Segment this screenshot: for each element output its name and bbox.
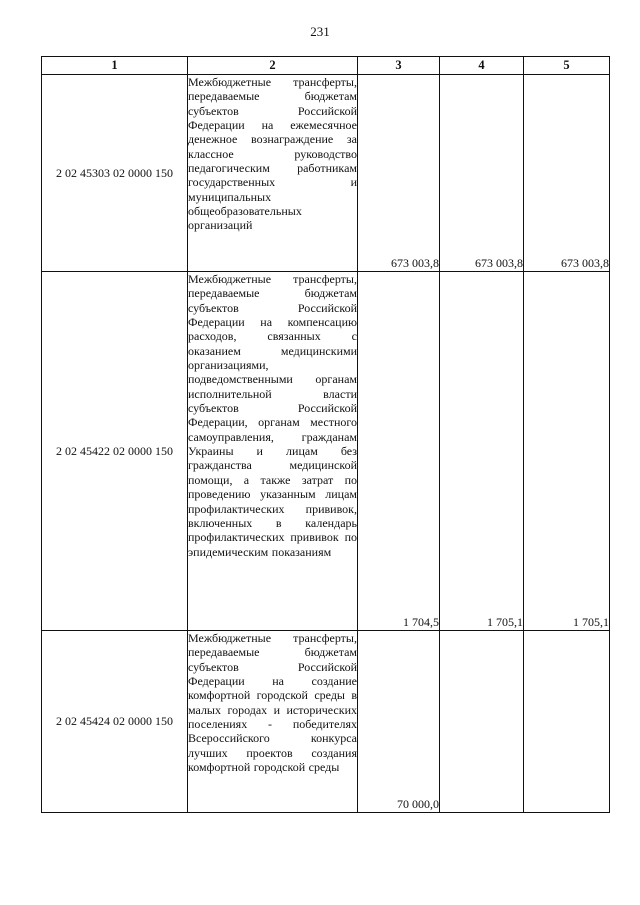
amount-col-4-cell: 673 003,8 (440, 75, 524, 272)
budget-code-cell: 2 02 45422 02 0000 150 (42, 272, 188, 631)
amount-col-5-cell: 673 003,8 (524, 75, 610, 272)
page-number: 231 (310, 24, 330, 39)
amount-col-4-cell (440, 631, 524, 813)
budget-code-cell: 2 02 45424 02 0000 150 (42, 631, 188, 813)
amount-col-3-cell: 673 003,8 (358, 75, 440, 272)
header-col-4: 4 (440, 57, 524, 75)
description-cell: Межбюджетные трансферты, передаваемые бюджетам субъектов Российской Федерации на компенсацию расходов, связанных с оказанием медицинскими организациями, подведомственными органам исполнительной власти субъектов Российской Федерации, органам местного самоуправления, гражданам Украины и лицам без гражданства медицинской помощи, а также затрат по проведению указанным лицам профилактических прививок, включенных в календарь профилактических прививок по эпидемическим показаниям (188, 272, 358, 631)
header-col-5: 5 (524, 57, 610, 75)
header-col-3: 3 (358, 57, 440, 75)
table-header-row (42, 57, 610, 75)
budget-table (41, 56, 610, 813)
description-cell: Межбюджетные трансферты, передаваемые бюджетам субъектов Российской Федерации на ежемесячное денежное вознаграждение за классное руководство педагогическим работникам государственных и муниципальных общеобразовательных организаций (188, 75, 358, 272)
amount-col-3-cell: 70 000,0 (358, 631, 440, 813)
amount-col-5-cell (524, 631, 610, 813)
budget-code-cell: 2 02 45303 02 0000 150 (42, 75, 188, 272)
table-row (42, 631, 610, 813)
header-col-2: 2 (188, 57, 358, 75)
amount-col-4-cell: 1 705,1 (440, 272, 524, 631)
table-row (42, 75, 610, 272)
amount-col-3-cell: 1 704,5 (358, 272, 440, 631)
header-col-1: 1 (42, 57, 188, 75)
description-cell: Межбюджетные трансферты, передаваемые бюджетам субъектов Российской Федерации на создание комфортной городской среды в малых городах и исторических поселениях - победителях Всероссийского конкурса лучших проектов создания комфортной городской среды (188, 631, 358, 813)
amount-col-5-cell: 1 705,1 (524, 272, 610, 631)
table-row (42, 272, 610, 631)
